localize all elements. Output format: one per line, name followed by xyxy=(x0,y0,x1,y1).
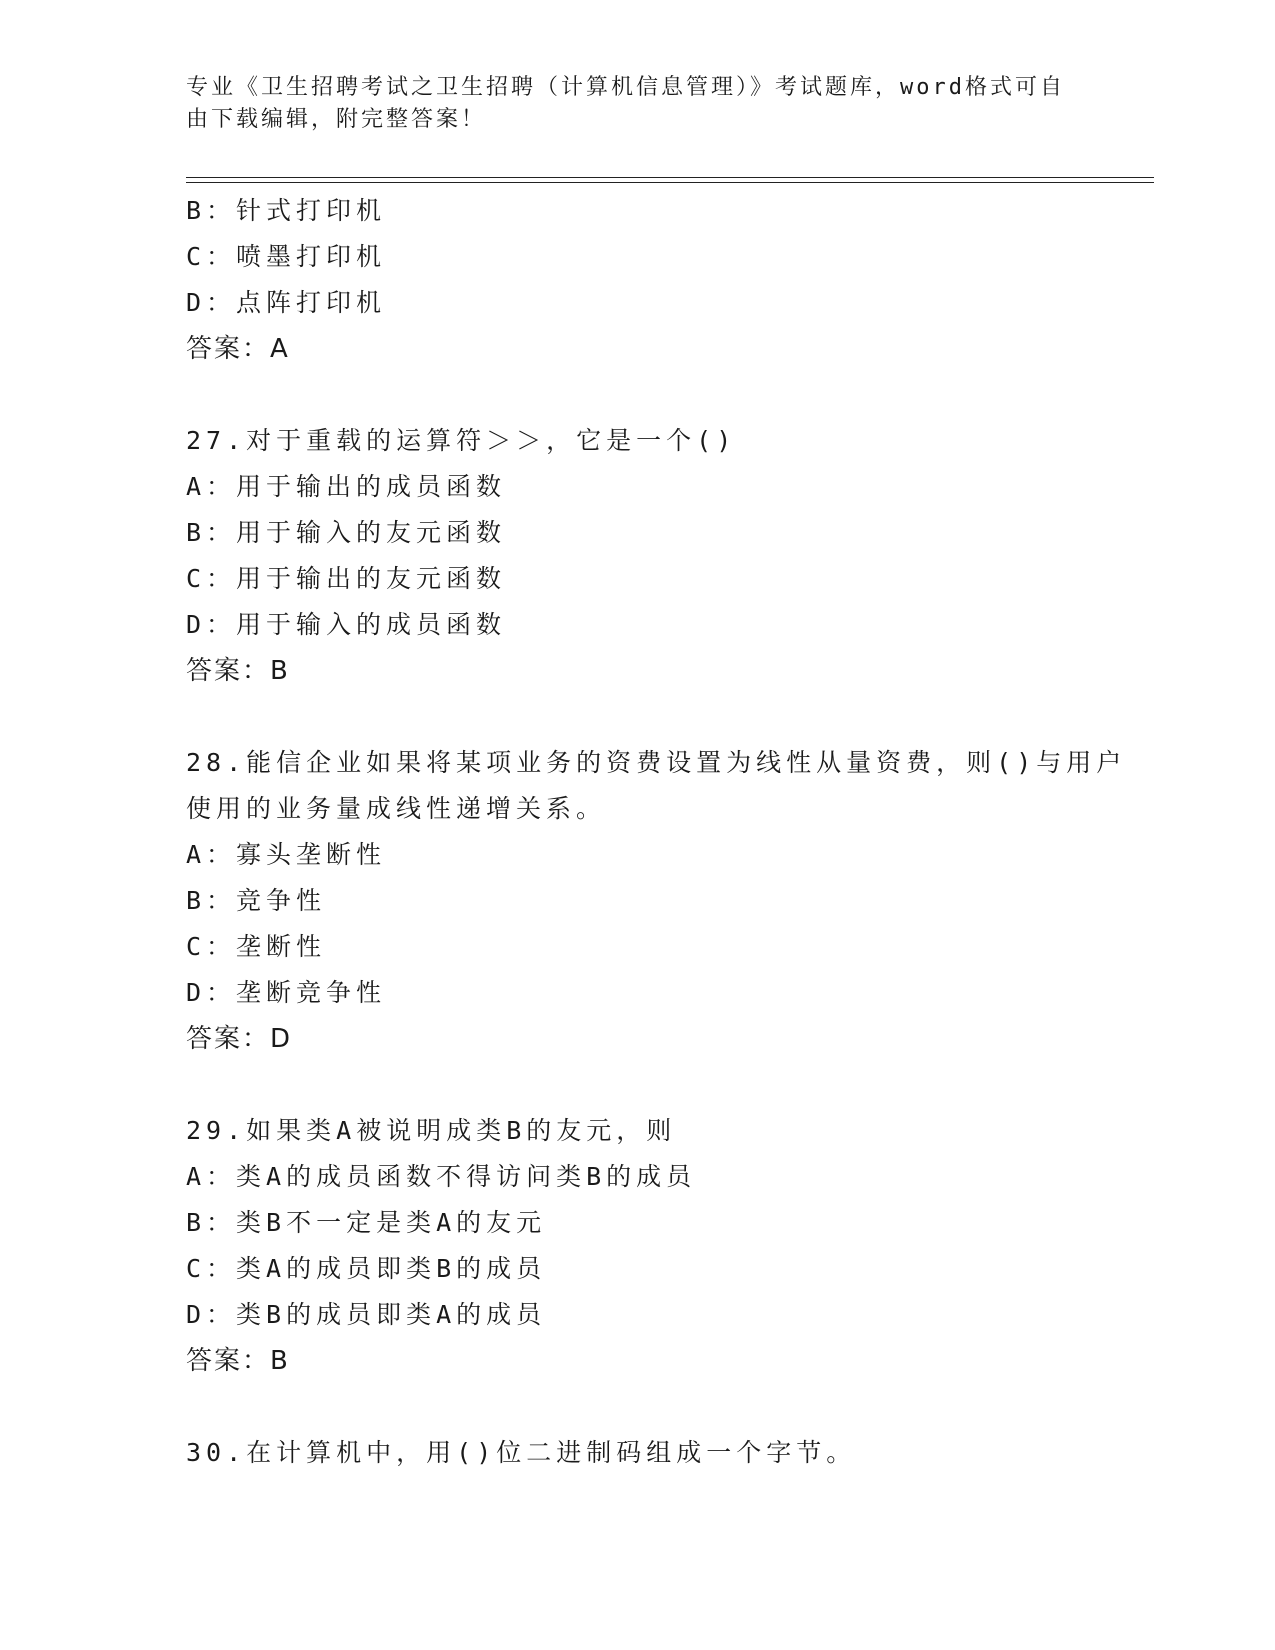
spacer xyxy=(186,372,1086,418)
question-30 xyxy=(186,1430,1086,1476)
spacer xyxy=(186,1384,1086,1430)
question-28 xyxy=(186,740,1127,1062)
option-a: A：寡头垄断性 xyxy=(186,840,387,869)
question-29 xyxy=(186,1108,1086,1384)
header-line-2: 由下载编辑，附完整答案！ xyxy=(186,107,487,132)
option-b: B：竞争性 xyxy=(186,886,327,915)
question-text: 27.对于重载的运算符＞＞，它是一个() xyxy=(186,426,737,455)
document-header xyxy=(186,72,1086,136)
option-d: D：点阵打印机 xyxy=(186,288,387,317)
question-27 xyxy=(186,418,1086,694)
question-list xyxy=(186,188,1127,1476)
header-divider-top xyxy=(186,177,1154,178)
option-c: C：垄断性 xyxy=(186,932,327,961)
spacer xyxy=(186,1062,1086,1108)
option-a: A：用于输出的成员函数 xyxy=(186,472,507,501)
question-text-line-1: 28.能信企业如果将某项业务的资费设置为线性从量资费，则()与用户 xyxy=(186,748,1127,777)
question-text: 30.在计算机中，用()位二进制码组成一个字节。 xyxy=(186,1438,857,1467)
option-d: D：垄断竞争性 xyxy=(186,978,387,1007)
option-b: B：针式打印机 xyxy=(186,196,387,225)
option-b: B：用于输入的友元函数 xyxy=(186,518,507,547)
spacer xyxy=(186,694,1086,740)
question-text: 29.如果类A被说明成类B的友元，则 xyxy=(186,1116,677,1145)
answer: 答案：A xyxy=(186,334,290,364)
option-a: A：类A的成员函数不得访问类B的成员 xyxy=(186,1162,697,1191)
answer: 答案：D xyxy=(186,1024,293,1054)
option-b: B：类B不一定是类A的友元 xyxy=(186,1208,547,1237)
option-d: D：类B的成员即类A的成员 xyxy=(186,1300,547,1329)
option-c: C：喷墨打印机 xyxy=(186,242,387,271)
header-line-1: 专业《卫生招聘考试之卫生招聘（计算机信息管理）》考试题库，word格式可自 xyxy=(186,75,1065,100)
answer: 答案：B xyxy=(186,656,290,686)
question-26 xyxy=(186,188,1086,372)
option-d: D：用于输入的成员函数 xyxy=(186,610,507,639)
option-c: C：用于输出的友元函数 xyxy=(186,564,507,593)
answer: 答案：B xyxy=(186,1346,290,1376)
question-text-line-2: 使用的业务量成线性递增关系。 xyxy=(186,794,607,823)
option-c: C：类A的成员即类B的成员 xyxy=(186,1254,547,1283)
header-divider-bottom xyxy=(186,182,1154,183)
